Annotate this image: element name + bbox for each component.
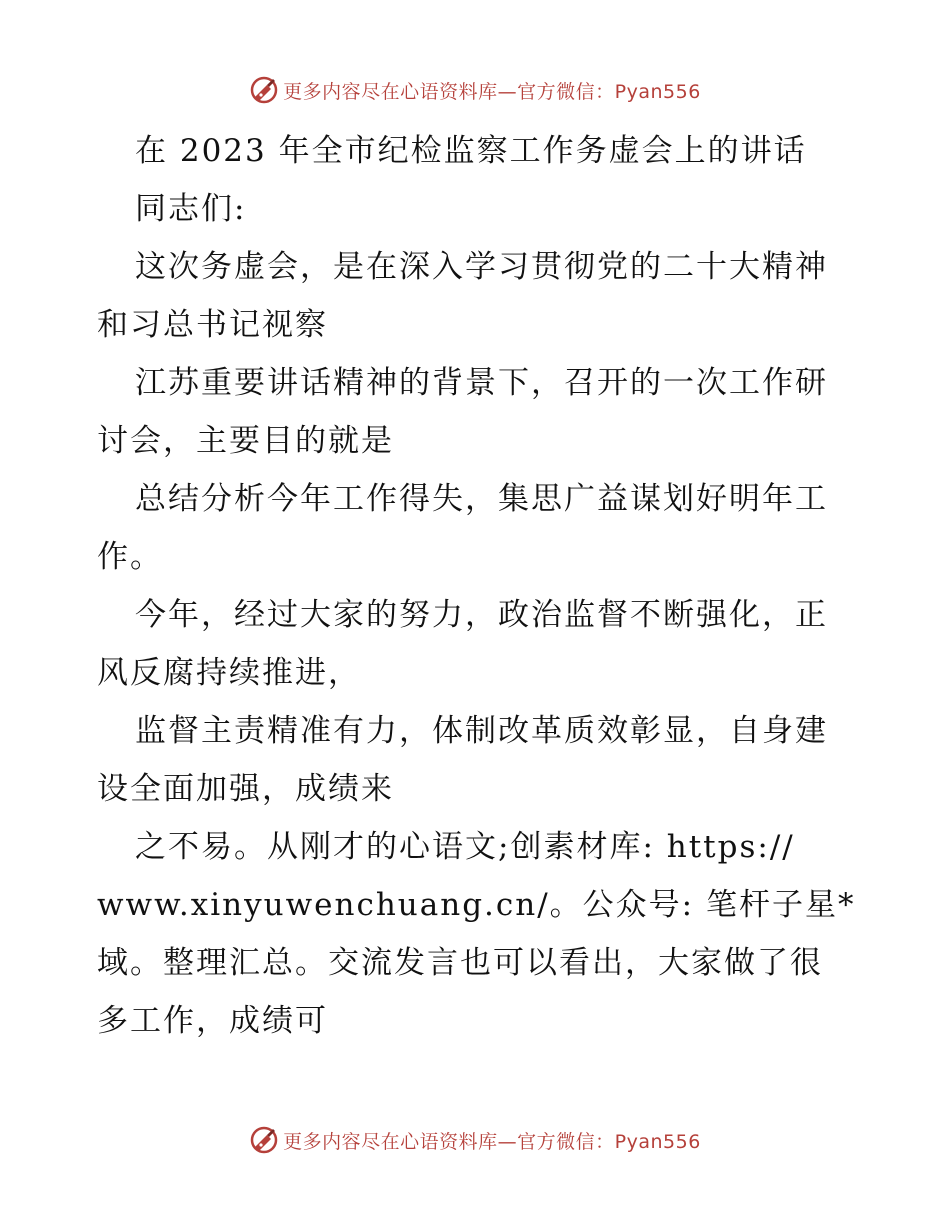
paragraph-line: 之不易。从刚才的心语文;创素材库: https:// — [135, 829, 795, 865]
paragraph-line: www.xinyuwenchuang.cn/。公众号: 笔杆子星* — [97, 887, 856, 923]
header-watermark-banner — [0, 70, 950, 110]
paragraph-line: 域。整理汇总。交流发言也可以看出，大家做了很 — [97, 945, 823, 981]
pen-nib-logo-icon — [249, 1125, 279, 1155]
footer-watermark-text: 更多内容尽在心语资料库—官方微信：Pyan556 — [283, 1130, 701, 1153]
header-watermark-text: 更多内容尽在心语资料库—官方微信：Pyan556 — [283, 80, 701, 103]
pen-nib-logo-icon — [249, 75, 279, 105]
paragraph-line: 和习总书记视察 — [97, 307, 328, 343]
document-body — [97, 122, 857, 1050]
paragraph-line: 江苏重要讲话精神的背景下，召开的一次工作研 — [135, 365, 828, 401]
document-title: 在 2023 年全市纪检监察工作务虚会上的讲话 — [135, 133, 807, 169]
paragraph-line: 同志们: — [135, 191, 247, 227]
footer-watermark-banner — [0, 1120, 950, 1160]
paragraph-line: 这次务虚会，是在深入学习贯彻党的二十大精神 — [135, 249, 828, 285]
paragraph-line: 监督主责精准有力，体制改革质效彰显，自身建 — [135, 713, 828, 749]
paragraph-line: 讨会，主要目的就是 — [97, 423, 394, 459]
paragraph-line: 今年，经过大家的努力，政治监督不断强化，正 — [135, 597, 828, 633]
paragraph-line: 多工作，成绩可 — [97, 1003, 328, 1039]
paragraph-line: 总结分析今年工作得失，集思广益谋划好明年工 — [135, 481, 828, 517]
paragraph-line: 设全面加强，成绩来 — [97, 771, 394, 807]
paragraph-line: 风反腐持续推进， — [97, 655, 361, 691]
paragraph-line: 作。 — [97, 539, 163, 575]
